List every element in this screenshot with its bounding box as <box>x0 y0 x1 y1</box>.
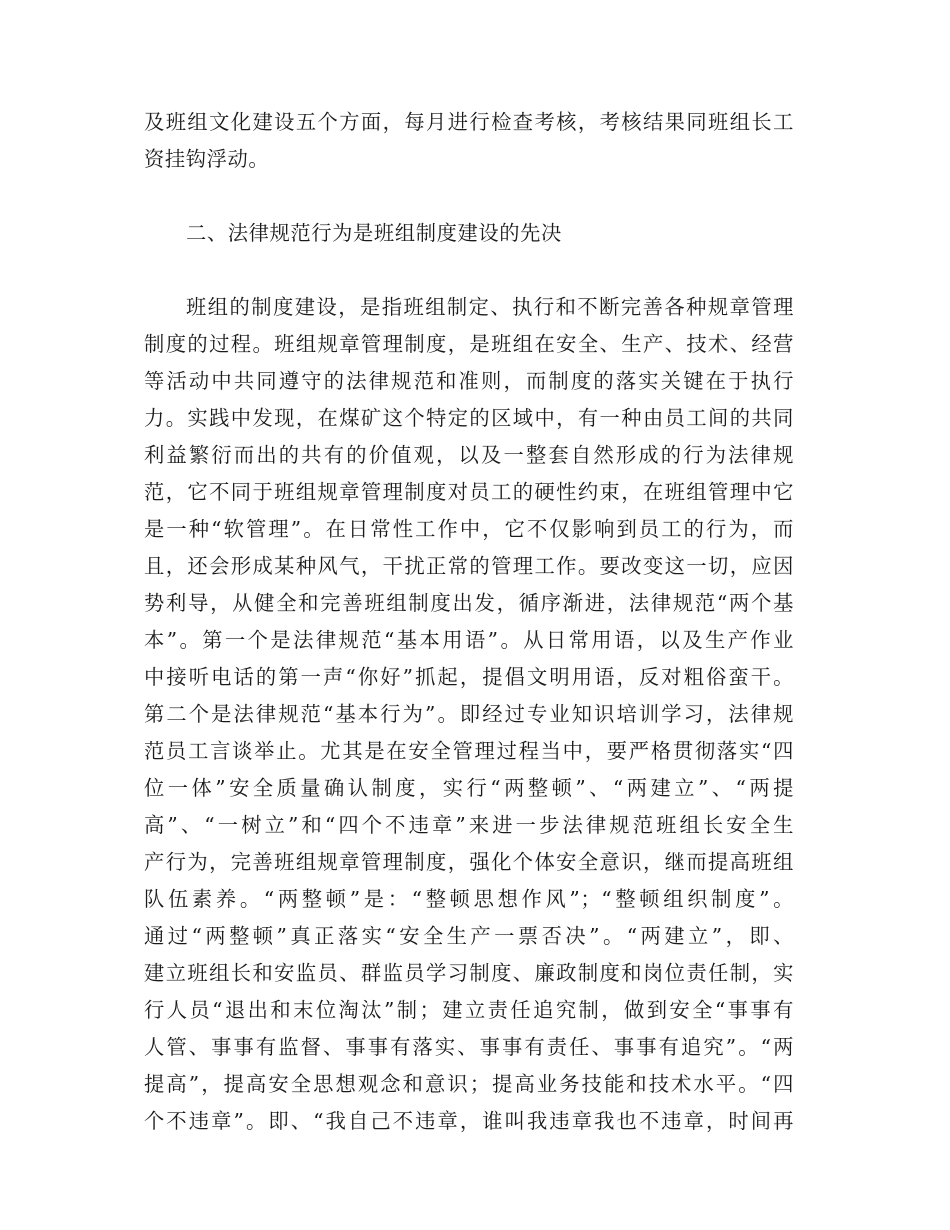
document-page <box>144 104 794 1140</box>
text-line: 是一种“软管理”。在日常性工作中，它不仅影响到员工的行为，而 <box>144 517 794 541</box>
text-line: 班组的制度建设，是指班组制定、执行和不断完善各种规章管理 <box>186 295 794 319</box>
text-line: 高”、“一树立”和“四个不违章”来进一步法律规范班组长安全生 <box>144 813 794 837</box>
text-line: 建立班组长和安监员、群监员学习制度、廉政制度和岗位责任制，实 <box>144 961 794 985</box>
text-line: 资挂钩浮动。 <box>144 147 270 171</box>
text-line: 第二个是法律规范“基本行为”。即经过专业知识培训学习，法律规 <box>144 702 794 726</box>
section-heading: 二、法律规范行为是班组制度建设的先决 <box>186 221 562 245</box>
text-line: 行人员“退出和末位淘汰”制；建立责任追究制，做到安全“事事有 <box>144 998 794 1022</box>
text-line: 产行为，完善班组规章管理制度，强化个体安全意识，继而提高班组 <box>144 850 794 874</box>
text-line: 人管、事事有监督、事事有落实、事事有责任、事事有追究”。“两 <box>144 1035 794 1059</box>
paragraph-continued <box>144 104 794 178</box>
text-line: 力。实践中发现，在煤矿这个特定的区域中，有一种由员工间的共同 <box>144 406 794 430</box>
text-line: 利益繁衍而出的共有的价值观，以及一整套自然形成的行为法律规 <box>144 443 794 467</box>
text-line: 范，它不同于班组规章管理制度对员工的硬性约束，在班组管理中它 <box>144 480 794 504</box>
text-line: 通过“两整顿”真正落实“安全生产一票否决”。“两建立”，即、 <box>144 924 794 948</box>
text-line: 范员工言谈举止。尤其是在安全管理过程当中，要严格贯彻落实“四 <box>144 739 794 763</box>
text-line: 本”。第一个是法律规范“基本用语”。从日常用语，以及生产作业 <box>144 628 794 652</box>
text-line: 制度的过程。班组规章管理制度，是班组在安全、生产、技术、经营 <box>144 332 794 356</box>
text-line: 及班组文化建设五个方面，每月进行检查考核，考核结果同班组长工 <box>144 110 794 134</box>
text-line: 提高”，提高安全思想观念和意识；提高业务技能和技术水平。“四 <box>144 1072 794 1096</box>
paragraph-body <box>144 289 794 1140</box>
text-line: 中接听电话的第一声“你好”抓起，提倡文明用语，反对粗俗蛮干。 <box>144 665 794 689</box>
text-line: 个不违章”。即、“我自己不违章，谁叫我违章我也不违章，时间再 <box>144 1109 794 1133</box>
text-line: 等活动中共同遵守的法律规范和准则，而制度的落实关键在于执行 <box>144 369 794 393</box>
text-line: 位一体”安全质量确认制度，实行“两整顿”、“两建立”、“两提 <box>144 776 794 800</box>
text-line: 势利导，从健全和完善班组制度出发，循序渐进，法律规范“两个基 <box>144 591 794 615</box>
text-line: 且，还会形成某种风气，干扰正常的管理工作。要改变这一切，应因 <box>144 554 794 578</box>
text-line: 队伍素养。“两整顿”是：“整顿思想作风”；“整顿组织制度”。 <box>144 887 794 911</box>
